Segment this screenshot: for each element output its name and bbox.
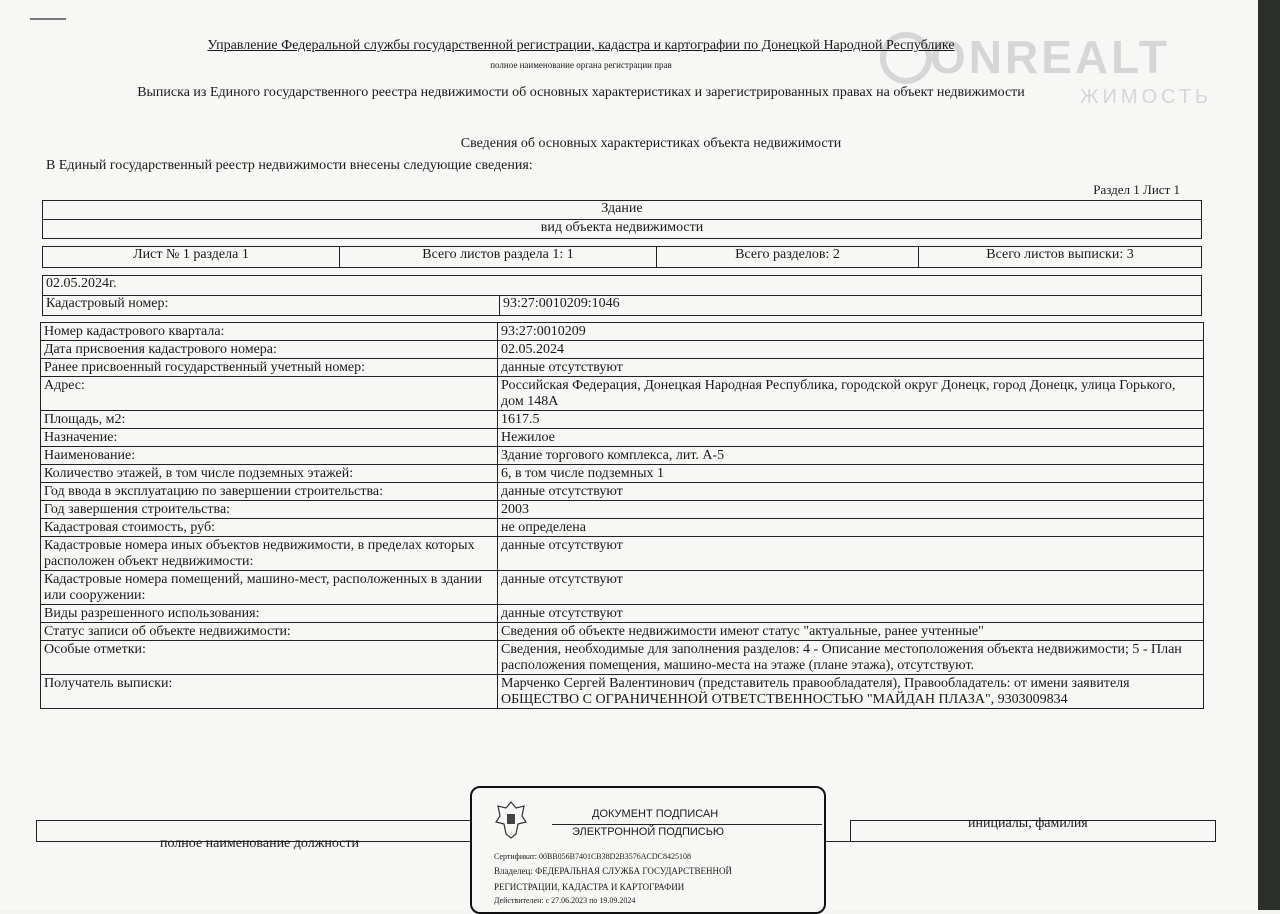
watermark-tagline: ЖИМОСТЬ (1080, 86, 1213, 108)
total-section-sheets: Всего листов раздела 1: 1 (340, 247, 657, 268)
object-type-table (42, 200, 1202, 239)
row-value: 1617.5 (498, 411, 1204, 429)
table-row (41, 447, 1204, 465)
stamp-validity: Действителен: с 27.06.2023 по 19.09.2024 (494, 896, 636, 905)
background-edge (1258, 0, 1280, 910)
table-row (41, 675, 1204, 709)
stamp-owner-2: РЕГИСТРАЦИИ, КАДАСТРА И КАРТОГРАФИИ (494, 882, 685, 892)
table-row (41, 341, 1204, 359)
row-label: Кадастровые номера помещений, машино-мест, расположенных в здании или сооружении: (41, 571, 498, 605)
org-name: Управление Федеральной службы государственной регистрации, кадастра и картографии по Донецкой Народной Республике (207, 38, 955, 53)
row-label: Виды разрешенного использования: (41, 605, 498, 623)
section-sheet: Раздел 1 Лист 1 (1093, 182, 1180, 197)
row-value: данные отсутствуют (498, 571, 1204, 605)
total-sections: Всего разделов: 2 (657, 247, 919, 268)
row-label: Количество этажей, в том числе подземных этажей: (41, 465, 498, 483)
row-value: 02.05.2024 (498, 341, 1204, 359)
row-label: Год ввода в эксплуатацию по завершении строительства: (41, 483, 498, 501)
table-row (41, 429, 1204, 447)
row-label: Наименование: (41, 447, 498, 465)
coat-of-arms-icon (494, 800, 528, 840)
row-value: Нежилое (498, 429, 1204, 447)
position-caption: полное наименование должности (160, 836, 360, 851)
sheet-number: Лист № 1 раздела 1 (43, 247, 340, 268)
table-row (41, 571, 1204, 605)
row-label: Адрес: (41, 377, 498, 411)
sheets-table (42, 246, 1202, 268)
extract-title: Выписка из Единого государственного реестра недвижимости об основных характеристиках и зарегистрированных правах на объект недвижимости (137, 85, 1025, 100)
table-row (41, 377, 1204, 411)
row-value: данные отсутствуют (498, 537, 1204, 571)
extract-date: 02.05.2024г. (43, 276, 1202, 296)
ink-mark (30, 18, 66, 20)
table-row (41, 623, 1204, 641)
row-value: 93:27:0010209 (498, 323, 1204, 341)
stamp-certificate: Сертификат: 00BB056B7401CB38D2B3576ACDC8425108 (494, 852, 691, 861)
row-label: Год завершения строительства: (41, 501, 498, 519)
row-value: данные отсутствуют (498, 605, 1204, 623)
row-label: Получатель выписки: (41, 675, 498, 709)
row-value: Сведения, необходимые для заполнения разделов: 4 - Описание местоположения объекта недвижимости; 5 - План расположения помещения, машино-места на этаже (плане этажа), отсутствуют. (498, 641, 1204, 675)
stamp-owner-1: Владелец: ФЕДЕРАЛЬНАЯ СЛУЖБА ГОСУДАРСТВЕННОЙ (494, 866, 733, 876)
table-row (41, 501, 1204, 519)
watermark-brand: ONREALT (930, 31, 1170, 83)
cadastral-label: Кадастровый номер: (43, 296, 500, 316)
row-label: Кадастровые номера иных объектов недвижимости, в пределах которых расположен объект недвижимости: (41, 537, 498, 571)
stamp-divider (552, 824, 822, 825)
stamp-line-2: ЭЛЕКТРОННОЙ ПОДПИСЬЮ (572, 826, 725, 838)
registry-intro: В Единый государственный реестр недвижимости внесены следующие сведения: (46, 158, 533, 173)
section-title: Сведения об основных характеристиках объекта недвижимости (460, 136, 842, 151)
cadastral-number: 93:27:0010209:1046 (500, 296, 1202, 316)
characteristics-table (40, 322, 1204, 709)
table-row (41, 519, 1204, 537)
row-value: данные отсутствуют (498, 359, 1204, 377)
table-row (41, 483, 1204, 501)
row-label: Особые отметки: (41, 641, 498, 675)
table-row (41, 465, 1204, 483)
object-type: Здание (43, 201, 1202, 220)
row-value: данные отсутствуют (498, 483, 1204, 501)
row-value: Здание торгового комплекса, лит. А-5 (498, 447, 1204, 465)
row-label: Кадастровая стоимость, руб: (41, 519, 498, 537)
stamp-line-1: ДОКУМЕНТ ПОДПИСАН (592, 808, 719, 820)
row-value: Российская Федерация, Донецкая Народная Республика, городской округ Донецк, город Донецк, улица Горького, дом 148А (498, 377, 1204, 411)
table-row (41, 641, 1204, 675)
table-row (41, 605, 1204, 623)
initials-caption: инициалы, фамилия (968, 816, 1088, 831)
table-row (41, 537, 1204, 571)
row-label: Площадь, м2: (41, 411, 498, 429)
row-value: 6, в том числе подземных 1 (498, 465, 1204, 483)
electronic-signature-stamp (470, 786, 826, 914)
row-label: Номер кадастрового квартала: (41, 323, 498, 341)
total-extract-sheets: Всего листов выписки: 3 (919, 247, 1202, 268)
date-table (42, 275, 1202, 316)
object-type-caption: вид объекта недвижимости (43, 220, 1202, 239)
row-label: Статус записи об объекте недвижимости: (41, 623, 498, 641)
row-value: не определена (498, 519, 1204, 537)
table-row (41, 411, 1204, 429)
row-value: 2003 (498, 501, 1204, 519)
row-label: Дата присвоения кадастрового номера: (41, 341, 498, 359)
row-value: Марченко Сергей Валентинович (представитель правообладателя), Правообладатель: от имени заявителя ОБЩЕСТВО С ОГРАНИЧЕННОЙ ОТВЕТСТВЕННОСТЬЮ "МАЙДАН ПЛАЗА", 9303009834 (498, 675, 1204, 709)
org-caption: полное наименование органа регистрации прав (490, 60, 672, 70)
row-label: Ранее присвоенный государственный учетный номер: (41, 359, 498, 377)
row-value: Сведения об объекте недвижимости имеют статус "актуальные, ранее учтенные" (498, 623, 1204, 641)
table-row (41, 323, 1204, 341)
row-label: Назначение: (41, 429, 498, 447)
table-row (41, 359, 1204, 377)
